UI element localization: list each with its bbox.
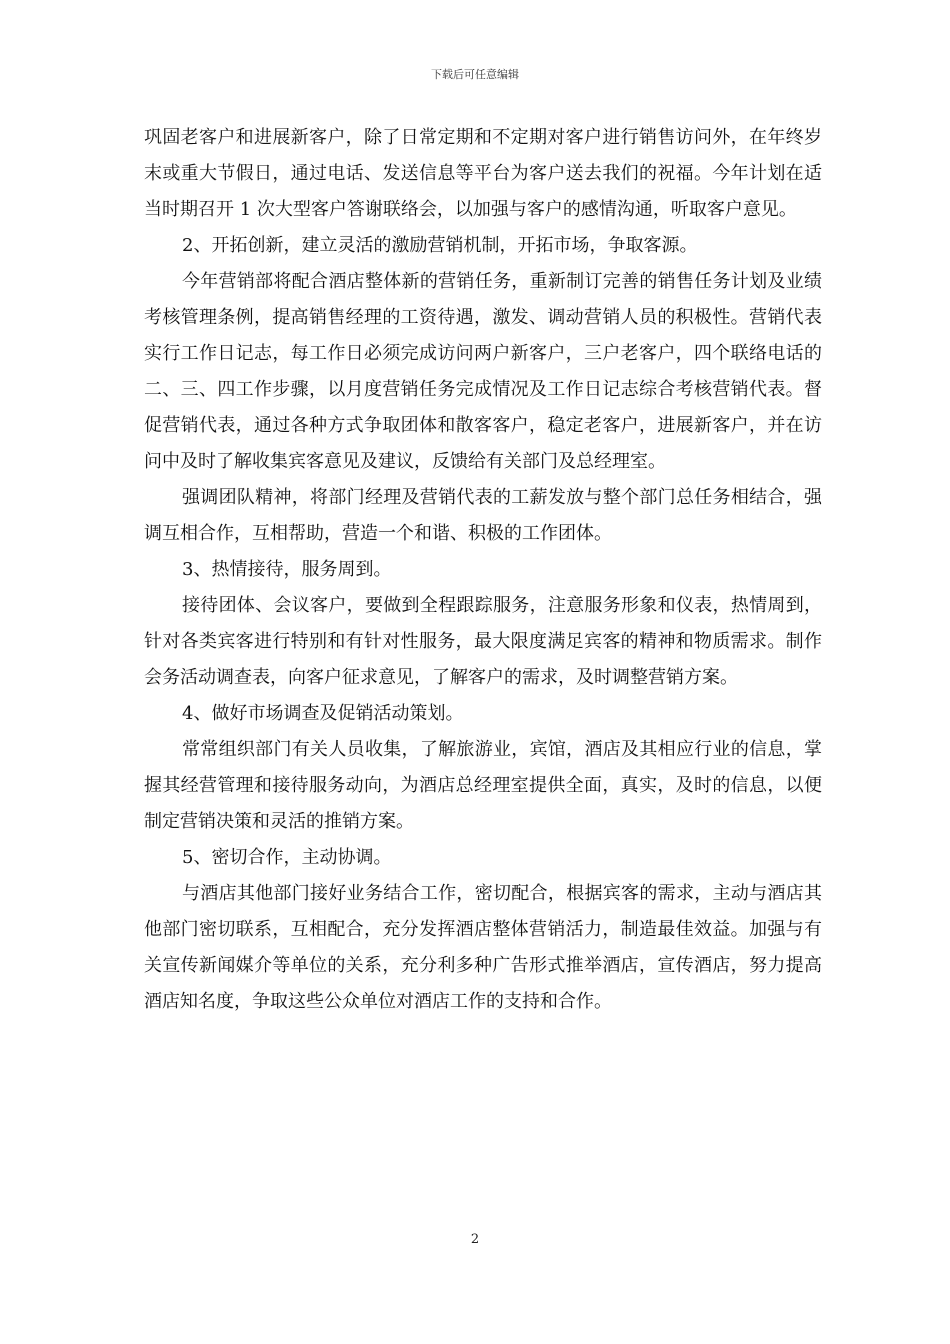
section-heading-3: 3、热情接待，服务周到。: [182, 559, 392, 580]
paragraph-3: 今年营销部将配合酒店整体新的营销任务，重新制订完善的销售任务计划及业绩考核管理条例，提高销售经理的工资待遇，激发、调动营销人员的积极性。营销代表实行工作日记志，每工作日必须完成访问两户新客户，三户老客户，四个联络电话的二、三、四工作步骤，以月度营销任务完成情况及工作日记志综合考核营销代表。督促营销代表，通过各种方式争取团体和散客客户，稳定老客户，进展新客户，并在访问中及时了解收集宾客意见及建议，反馈给有关部门及总经理室。: [144, 271, 822, 472]
paragraph-8: 常常组织部门有关人员收集，了解旅游业，宾馆，酒店及其相应行业的信息，掌握其经营管理和接待服务动向，为酒店总经理室提供全面，真实，及时的信息，以便制定营销决策和灵活的推销方案。: [144, 739, 822, 832]
section-heading-5: 5、密切合作，主动协调。: [182, 847, 392, 868]
document-body: [144, 120, 822, 1020]
section-heading-2: 2、开拓创新，建立灵活的激励营销机制，开拓市场，争取客源。: [182, 235, 698, 256]
paragraph-4: 强调团队精神，将部门经理及营销代表的工薪发放与整个部门总任务相结合，强调互相合作，互相帮助，营造一个和谐、积极的工作团体。: [144, 487, 822, 544]
paragraph-6: 接待团体、会议客户，要做到全程跟踪服务，注意服务形象和仪表，热情周到，针对各类宾客进行特别和有针对性服务，最大限度满足宾客的精神和物质需求。制作会务活动调查表，向客户征求意见，了解客户的需求，及时调整营销方案。: [144, 595, 822, 688]
paragraph-1: 巩固老客户和进展新客户，除了日常定期和不定期对客户进行销售访问外，在年终岁末或重大节假日，通过电话、发送信息等平台为客户送去我们的祝福。今年计划在适当时期召开 1 次大型客户答谢联络会，以加强与客户的感情沟通，听取客户意见。: [144, 127, 822, 220]
page-number: 2: [470, 1232, 480, 1247]
paragraph-10: 与酒店其他部门接好业务结合工作，密切配合，根据宾客的需求，主动与酒店其他部门密切联系，互相配合，充分发挥酒店整体营销活力，制造最佳效益。加强与有关宣传新闻媒介等单位的关系，充分利多种广告形式推举酒店，宣传酒店，努力提高酒店知名度，争取这些公众单位对酒店工作的支持和合作。: [144, 883, 822, 1012]
page-header: 下载后可任意编辑: [431, 68, 519, 81]
section-heading-4: 4、做好市场调查及促销活动策划。: [182, 703, 464, 724]
